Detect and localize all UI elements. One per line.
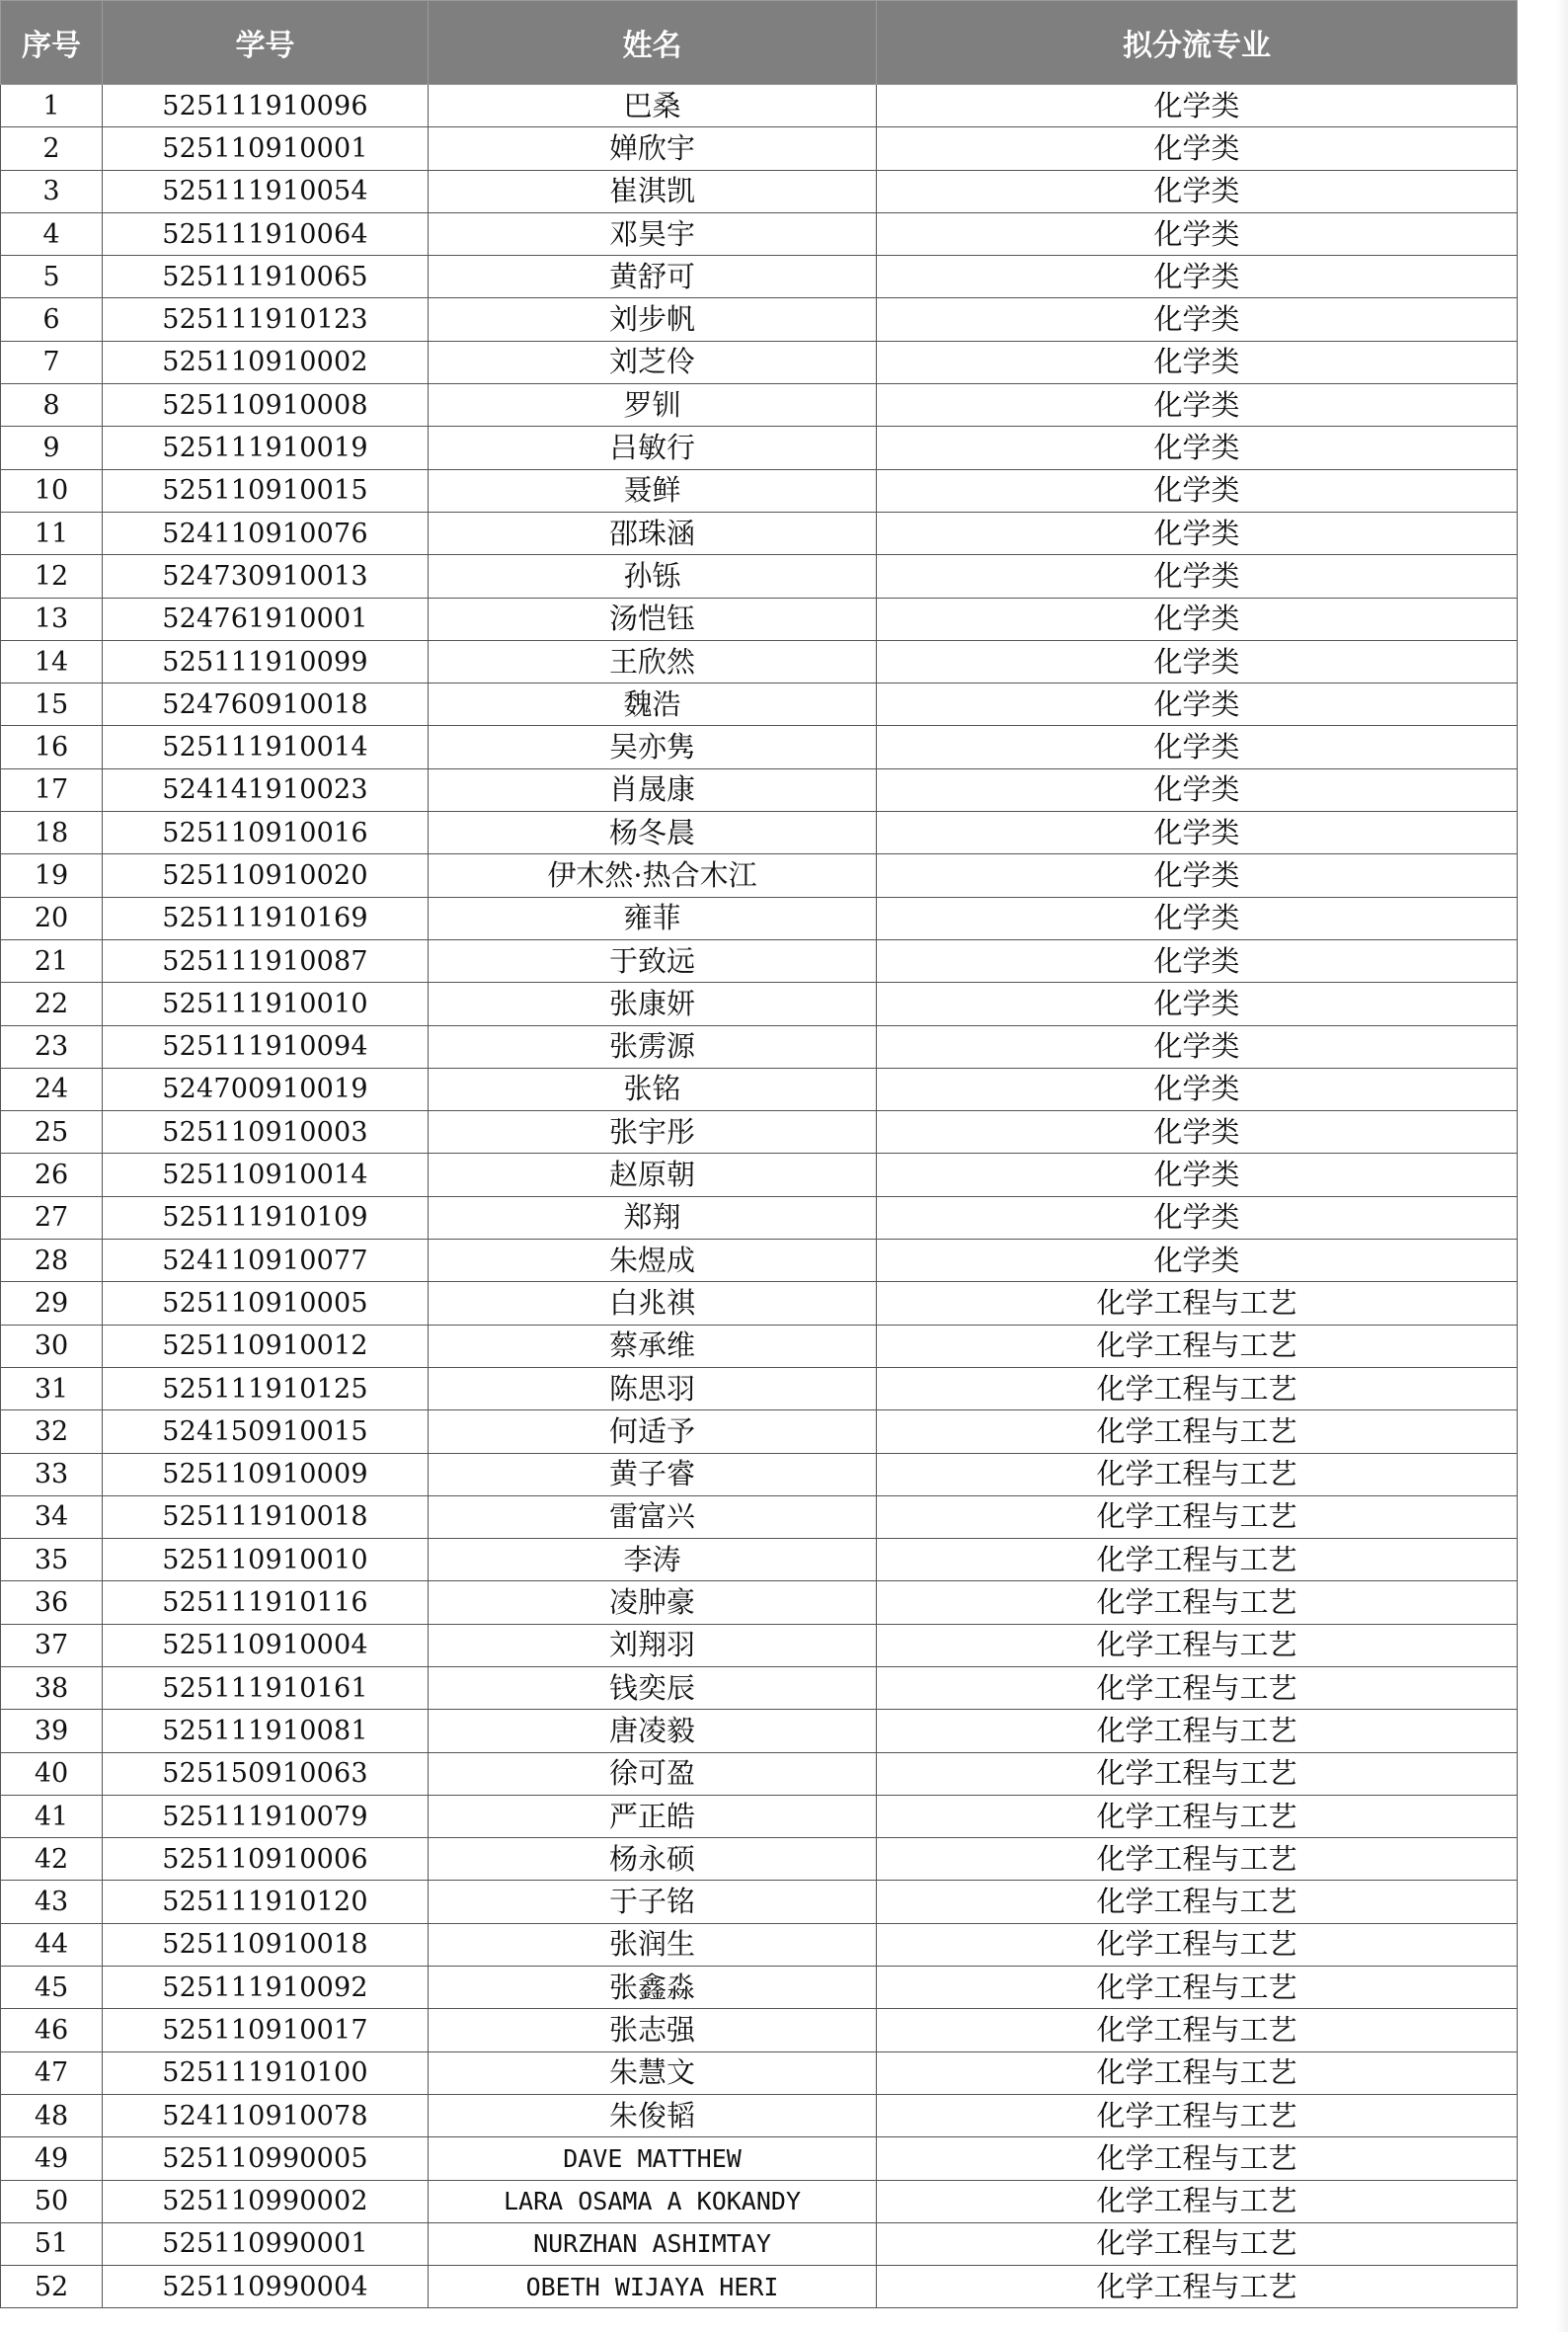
table-row [1,212,1518,255]
table-row [1,1367,1518,1409]
cell-name: 刘翔羽 [429,1624,877,1666]
cell-index: 20 [1,897,103,939]
cell-major: 化学类 [877,127,1518,170]
cell-major: 化学工程与工艺 [877,1581,1518,1624]
cell-major: 化学类 [877,170,1518,212]
cell-index: 48 [1,2094,103,2136]
cell-major: 化学类 [877,298,1518,341]
cell-index: 16 [1,726,103,768]
cell-student-id: 525110990002 [103,2180,429,2222]
cell-name: 伊木然·热合木江 [429,854,877,897]
cell-student-id: 525110910009 [103,1453,429,1495]
cell-major: 化学类 [877,384,1518,427]
cell-student-id: 524761910001 [103,598,429,640]
cell-major: 化学工程与工艺 [877,1752,1518,1795]
table-body [1,85,1518,2308]
cell-major: 化学工程与工艺 [877,1410,1518,1453]
cell-student-id: 524110910078 [103,2094,429,2136]
cell-student-id: 525110910014 [103,1154,429,1196]
table-row [1,1325,1518,1367]
cell-student-id: 525110910008 [103,384,429,427]
table-row [1,684,1518,726]
header-row [1,1,1518,85]
cell-student-id: 524700910019 [103,1068,429,1110]
cell-name: OBETH WIJAYA HERI [429,2266,877,2308]
cell-name: 郑翔 [429,1196,877,1239]
cell-major: 化学类 [877,768,1518,811]
cell-name: 刘步帆 [429,298,877,341]
table-header [1,1,1518,85]
table-row [1,1068,1518,1110]
cell-name: 白兆祺 [429,1282,877,1325]
cell-major: 化学类 [877,427,1518,469]
table-row [1,2222,1518,2265]
table-row [1,1410,1518,1453]
cell-name: 魏浩 [429,684,877,726]
cell-index: 47 [1,2051,103,2094]
cell-student-id: 524150910015 [103,1410,429,1453]
table-row [1,127,1518,170]
cell-student-id: 525111910123 [103,298,429,341]
cell-index: 28 [1,1240,103,1282]
cell-major: 化学类 [877,1068,1518,1110]
cell-name: 张志强 [429,2009,877,2051]
table-row [1,1581,1518,1624]
cell-student-id: 525110910002 [103,341,429,383]
cell-major: 化学工程与工艺 [877,1495,1518,1538]
cell-name: 崔淇凯 [429,170,877,212]
cell-name: 邓昊宇 [429,212,877,255]
cell-major: 化学类 [877,684,1518,726]
cell-major: 化学工程与工艺 [877,2180,1518,2222]
cell-name: 吕敏行 [429,427,877,469]
cell-index: 36 [1,1581,103,1624]
cell-name: 钱奕辰 [429,1666,877,1709]
cell-student-id: 524110910076 [103,512,429,554]
table-row [1,726,1518,768]
cell-student-id: 525111910092 [103,1967,429,2009]
cell-index: 15 [1,684,103,726]
cell-student-id: 525111910018 [103,1495,429,1538]
cell-student-id: 525111910019 [103,427,429,469]
cell-major: 化学工程与工艺 [877,1282,1518,1325]
cell-student-id: 525111910010 [103,983,429,1025]
cell-major: 化学工程与工艺 [877,1838,1518,1881]
cell-student-id: 525110910016 [103,812,429,854]
cell-index: 4 [1,212,103,255]
cell-student-id: 524760910018 [103,684,429,726]
cell-name: 孙铄 [429,555,877,598]
table-row [1,1752,1518,1795]
cell-name: 张润生 [429,1923,877,1966]
table-row [1,298,1518,341]
cell-student-id: 525111910161 [103,1666,429,1709]
table-row [1,2051,1518,2094]
cell-index: 17 [1,768,103,811]
cell-name: 于致远 [429,939,877,982]
cell-major: 化学类 [877,939,1518,982]
table-row [1,598,1518,640]
cell-index: 32 [1,1410,103,1453]
cell-student-id: 525111910099 [103,640,429,683]
cell-index: 49 [1,2137,103,2180]
table-row [1,1710,1518,1752]
cell-name: 朱煜成 [429,1240,877,1282]
cell-name: 王欣然 [429,640,877,683]
cell-major: 化学工程与工艺 [877,1710,1518,1752]
cell-student-id: 524141910023 [103,768,429,811]
cell-name: 肖晟康 [429,768,877,811]
cell-student-id: 525110910010 [103,1539,429,1581]
cell-major: 化学类 [877,212,1518,255]
cell-index: 22 [1,983,103,1025]
cell-name: 徐可盈 [429,1752,877,1795]
cell-student-id: 525111910065 [103,256,429,298]
cell-index: 31 [1,1367,103,1409]
cell-index: 52 [1,2266,103,2308]
cell-index: 14 [1,640,103,683]
table-row [1,555,1518,598]
table-row [1,2180,1518,2222]
cell-name: 朱俊韬 [429,2094,877,2136]
cell-index: 51 [1,2222,103,2265]
table-row [1,469,1518,512]
cell-name: 张铭 [429,1068,877,1110]
cell-index: 8 [1,384,103,427]
cell-major: 化学类 [877,1240,1518,1282]
table-row [1,85,1518,127]
cell-index: 1 [1,85,103,127]
table-row [1,854,1518,897]
table-row [1,2094,1518,2136]
cell-major: 化学工程与工艺 [877,2051,1518,2094]
cell-name: 张宇彤 [429,1111,877,1154]
cell-name: 刘芝伶 [429,341,877,383]
cell-name: 何适予 [429,1410,877,1453]
cell-major: 化学类 [877,1025,1518,1068]
cell-name: 杨冬晨 [429,812,877,854]
page-edge [1556,0,1568,2332]
cell-index: 9 [1,427,103,469]
table-row [1,1025,1518,1068]
cell-student-id: 525111910169 [103,897,429,939]
cell-major: 化学类 [877,983,1518,1025]
cell-major: 化学工程与工艺 [877,1325,1518,1367]
cell-major: 化学类 [877,85,1518,127]
cell-index: 10 [1,469,103,512]
cell-name: DAVE MATTHEW [429,2137,877,2180]
table-row [1,170,1518,212]
cell-name: 李涛 [429,1539,877,1581]
cell-name: 雍菲 [429,897,877,939]
cell-name: 于子铭 [429,1881,877,1923]
cell-major: 化学类 [877,256,1518,298]
table-row [1,2137,1518,2180]
cell-student-id: 524110910077 [103,1240,429,1282]
cell-index: 50 [1,2180,103,2222]
cell-student-id: 525110990005 [103,2137,429,2180]
cell-name: 邵珠涵 [429,512,877,554]
cell-index: 43 [1,1881,103,1923]
cell-index: 37 [1,1624,103,1666]
table-row [1,1539,1518,1581]
cell-index: 23 [1,1025,103,1068]
table-row [1,1282,1518,1325]
cell-index: 38 [1,1666,103,1709]
cell-index: 40 [1,1752,103,1795]
table-row [1,1666,1518,1709]
table-row [1,1624,1518,1666]
cell-major: 化学类 [877,812,1518,854]
cell-student-id: 525110910012 [103,1325,429,1367]
cell-student-id: 524730910013 [103,555,429,598]
cell-index: 27 [1,1196,103,1239]
table-row [1,1795,1518,1837]
cell-index: 12 [1,555,103,598]
cell-student-id: 525111910014 [103,726,429,768]
cell-index: 5 [1,256,103,298]
cell-student-id: 525111910109 [103,1196,429,1239]
cell-major: 化学工程与工艺 [877,1881,1518,1923]
cell-major: 化学工程与工艺 [877,2137,1518,2180]
cell-major: 化学工程与工艺 [877,1539,1518,1581]
cell-name: 黄舒可 [429,256,877,298]
cell-index: 19 [1,854,103,897]
cell-student-id: 525111910116 [103,1581,429,1624]
table-row [1,341,1518,383]
cell-major: 化学类 [877,726,1518,768]
cell-index: 13 [1,598,103,640]
cell-index: 33 [1,1453,103,1495]
cell-student-id: 525110910018 [103,1923,429,1966]
header-student-id: 学号 [103,1,429,85]
cell-student-id: 525110910003 [103,1111,429,1154]
cell-major: 化学工程与工艺 [877,1624,1518,1666]
cell-name: NURZHAN ASHIMTAY [429,2222,877,2265]
cell-student-id: 525110990001 [103,2222,429,2265]
cell-major: 化学工程与工艺 [877,1666,1518,1709]
table-row [1,256,1518,298]
cell-index: 6 [1,298,103,341]
cell-major: 化学工程与工艺 [877,2266,1518,2308]
cell-index: 21 [1,939,103,982]
cell-student-id: 525110910020 [103,854,429,897]
cell-name: 赵原朝 [429,1154,877,1196]
table-row [1,897,1518,939]
cell-student-id: 525111910087 [103,939,429,982]
cell-major: 化学工程与工艺 [877,1367,1518,1409]
cell-student-id: 525110910001 [103,127,429,170]
cell-name: 张鑫淼 [429,1967,877,2009]
table-row [1,2009,1518,2051]
cell-student-id: 525110910006 [103,1838,429,1881]
cell-student-id: 525110910017 [103,2009,429,2051]
cell-index: 2 [1,127,103,170]
cell-major: 化学类 [877,469,1518,512]
cell-major: 化学类 [877,555,1518,598]
cell-major: 化学工程与工艺 [877,1795,1518,1837]
cell-index: 34 [1,1495,103,1538]
cell-index: 3 [1,170,103,212]
cell-major: 化学工程与工艺 [877,1453,1518,1495]
cell-index: 30 [1,1325,103,1367]
cell-index: 24 [1,1068,103,1110]
table-row [1,1154,1518,1196]
cell-major: 化学类 [877,598,1518,640]
cell-index: 18 [1,812,103,854]
cell-index: 42 [1,1838,103,1881]
cell-index: 26 [1,1154,103,1196]
cell-name: 朱慧文 [429,2051,877,2094]
cell-name: 严正皓 [429,1795,877,1837]
cell-name: 张康妍 [429,983,877,1025]
table-row [1,1240,1518,1282]
cell-student-id: 525111910081 [103,1710,429,1752]
cell-index: 39 [1,1710,103,1752]
table-row [1,812,1518,854]
table-row [1,939,1518,982]
cell-index: 46 [1,2009,103,2051]
cell-name: 蔡承维 [429,1325,877,1367]
header-major: 拟分流专业 [877,1,1518,85]
cell-student-id: 525111910094 [103,1025,429,1068]
cell-index: 25 [1,1111,103,1154]
cell-student-id: 525111910096 [103,85,429,127]
cell-name: 吴亦隽 [429,726,877,768]
cell-student-id: 525111910100 [103,2051,429,2094]
cell-major: 化学类 [877,341,1518,383]
table-row [1,1495,1518,1538]
header-name: 姓名 [429,1,877,85]
cell-name: 杨永硕 [429,1838,877,1881]
cell-student-id: 525110910015 [103,469,429,512]
cell-name: 罗钏 [429,384,877,427]
header-index: 序号 [1,1,103,85]
cell-student-id: 525110910004 [103,1624,429,1666]
cell-student-id: 525111910125 [103,1367,429,1409]
cell-name: 雷富兴 [429,1495,877,1538]
cell-name: 黄子睿 [429,1453,877,1495]
cell-index: 29 [1,1282,103,1325]
cell-student-id: 525111910054 [103,170,429,212]
cell-index: 7 [1,341,103,383]
cell-name: 凌肿豪 [429,1581,877,1624]
cell-major: 化学类 [877,512,1518,554]
cell-student-id: 525111910079 [103,1795,429,1837]
cell-major: 化学工程与工艺 [877,1923,1518,1966]
table-row [1,1196,1518,1239]
table-row [1,983,1518,1025]
cell-name: 聂鲜 [429,469,877,512]
table-row [1,427,1518,469]
cell-index: 44 [1,1923,103,1966]
table-row [1,1838,1518,1881]
cell-major: 化学工程与工艺 [877,2094,1518,2136]
cell-name: 汤恺钰 [429,598,877,640]
cell-major: 化学工程与工艺 [877,2009,1518,2051]
table-row [1,384,1518,427]
cell-name: 唐凌毅 [429,1710,877,1752]
table-row [1,1923,1518,1966]
cell-index: 35 [1,1539,103,1581]
cell-name: 陈思羽 [429,1367,877,1409]
table-row [1,512,1518,554]
cell-major: 化学类 [877,897,1518,939]
cell-major: 化学类 [877,1154,1518,1196]
table-row [1,1881,1518,1923]
cell-student-id: 525110990004 [103,2266,429,2308]
table-row [1,640,1518,683]
cell-name: LARA OSAMA A KOKANDY [429,2180,877,2222]
cell-name: 张雳源 [429,1025,877,1068]
table-row [1,768,1518,811]
table-row [1,1453,1518,1495]
table-row [1,2266,1518,2308]
cell-major: 化学类 [877,1111,1518,1154]
cell-index: 41 [1,1795,103,1837]
cell-major: 化学类 [877,854,1518,897]
table-row [1,1111,1518,1154]
cell-major: 化学类 [877,1196,1518,1239]
cell-student-id: 525111910064 [103,212,429,255]
cell-student-id: 525150910063 [103,1752,429,1795]
cell-major: 化学类 [877,640,1518,683]
cell-name: 婵欣宇 [429,127,877,170]
cell-student-id: 525110910005 [103,1282,429,1325]
cell-major: 化学工程与工艺 [877,1967,1518,2009]
table-row [1,1967,1518,2009]
cell-major: 化学工程与工艺 [877,2222,1518,2265]
cell-index: 45 [1,1967,103,2009]
cell-index: 11 [1,512,103,554]
cell-student-id: 525111910120 [103,1881,429,1923]
cell-name: 巴桑 [429,85,877,127]
